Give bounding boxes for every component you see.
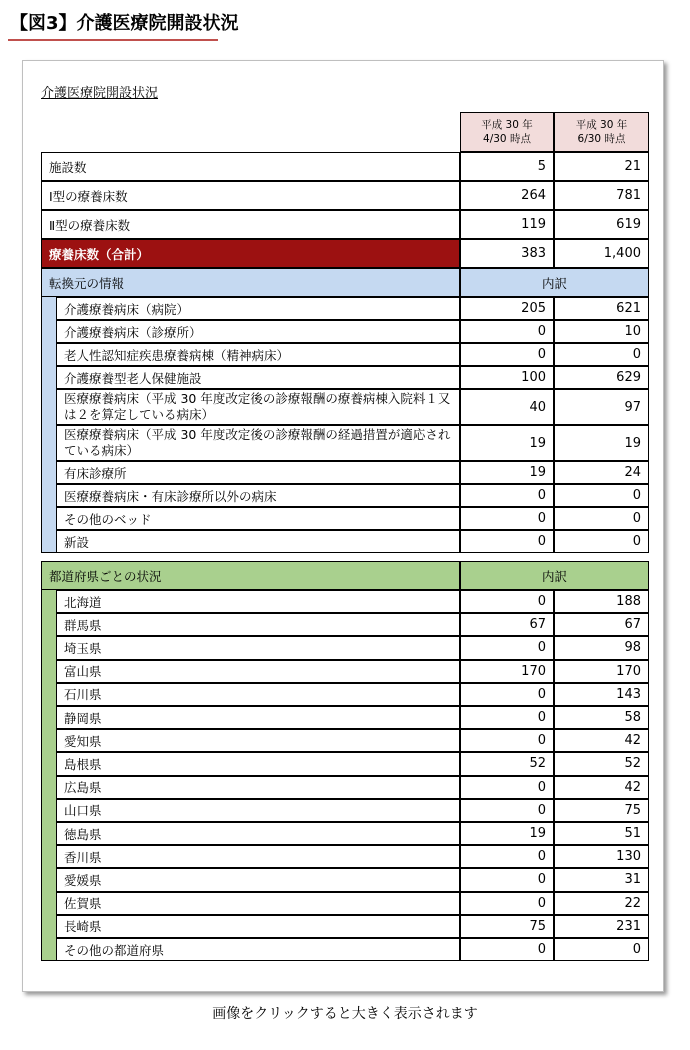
row-label [56,822,460,845]
row-value-text: 621 [616,301,641,316]
row-label [56,343,460,366]
row-label-text: 愛媛県 [64,872,102,888]
column-header [554,112,649,152]
row-label-text: その他の都道府県 [64,942,165,958]
row-label [56,530,460,553]
row-value [460,484,554,507]
row-value [554,892,649,915]
row-label-text: 島根県 [64,756,102,772]
summary-value [460,181,554,210]
row-value-text: 0 [537,640,546,656]
row-label-text: 徳島県 [64,826,102,842]
row-value [460,938,554,961]
row-value [460,590,554,613]
row-label-text: 医療療養病床（平成 30 年度改定後の診療報酬の療養病棟入院料１又は２を算定している病床） [64,391,451,422]
row-label-text: 北海道 [64,594,102,610]
row-value-text: 231 [616,918,641,934]
row-value-text: 0 [632,511,641,526]
summary-value-text: 383 [521,246,546,261]
row-label-text: 長崎県 [64,919,102,935]
row-value-text: 19 [529,826,546,842]
breakdown-header [460,561,649,590]
row-value-text: 0 [632,942,641,958]
row-value-text: 0 [537,686,546,702]
summary-value-text: 264 [521,188,546,203]
row-value [554,776,649,799]
row-label-text: 医療療養病床・有床診療所以外の病床 [64,488,277,504]
row-value [460,868,554,891]
summary-value [554,210,649,239]
row-value [554,660,649,683]
row-value [554,297,649,320]
row-value-text: 31 [624,872,641,888]
row-value [554,320,649,343]
row-value-text: 75 [624,802,641,818]
row-label-text: 香川県 [64,849,102,865]
row-value-text: 42 [624,733,641,749]
row-value [460,366,554,389]
row-label-text: 群馬県 [64,617,102,633]
row-value [460,613,554,636]
row-label [56,461,460,484]
summary-value-text: 119 [521,217,546,232]
row-value-text: 42 [624,779,641,795]
row-label [56,776,460,799]
row-value [460,660,554,683]
row-value-text: 75 [529,918,546,934]
row-value [460,752,554,775]
row-value-text: 0 [537,872,546,888]
row-value [554,729,649,752]
total-label [41,239,460,268]
row-value-text: 19 [529,435,546,451]
table-title: 介護医療院開設状況 [41,86,159,101]
row-value [460,729,554,752]
summary-value-text: 619 [616,217,641,232]
row-value [554,915,649,938]
row-value-text: 98 [624,640,641,656]
summary-value-text: 1,400 [603,246,641,261]
summary-label [41,210,460,239]
row-value-text: 52 [529,756,546,772]
row-value-text: 170 [521,663,546,679]
section-bottom-border [41,960,56,961]
row-value [460,799,554,822]
row-value [460,507,554,530]
row-label-text: 富山県 [64,664,102,680]
row-value [460,320,554,343]
row-value [460,822,554,845]
summary-value-text: 5 [537,159,546,174]
row-label-text: 介護療養病床（診療所） [64,324,202,340]
section-header [41,561,460,590]
summary-label-text: 施設数 [49,159,87,175]
summary-value [554,239,649,268]
row-value-text: 100 [521,370,546,385]
row-value-text: 0 [537,347,546,362]
row-value-text: 24 [624,465,641,480]
row-label [56,706,460,729]
row-label-text: 広島県 [64,780,102,796]
row-value [554,425,649,461]
section-bottom-border [41,552,56,553]
row-value-text: 97 [624,399,641,415]
row-value-text: 188 [616,594,641,610]
row-value [460,461,554,484]
row-value-text: 40 [529,399,546,415]
breakdown-header [460,268,649,297]
row-value-text: 0 [537,895,546,911]
summary-label-text: Ⅱ型の療養床数 [49,217,131,233]
row-label [56,425,460,461]
section-header-text: 都道府県ごとの状況 [49,568,162,584]
row-label [56,683,460,706]
row-value-text: 0 [537,324,546,339]
row-label [56,507,460,530]
row-label [56,484,460,507]
row-value [460,706,554,729]
row-value-text: 170 [616,663,641,679]
title-underline [8,39,218,41]
row-value-text: 0 [537,534,546,549]
row-value-text: 0 [537,488,546,503]
row-value-text: 22 [624,895,641,911]
row-label [56,389,460,425]
row-value-text: 58 [624,710,641,726]
row-label [56,660,460,683]
breakdown-header-text: 内訳 [541,275,567,291]
row-value [554,366,649,389]
row-value-text: 0 [537,942,546,958]
row-value-text: 52 [624,756,641,772]
row-value [460,389,554,425]
row-label-text: 埼玉県 [64,640,102,656]
summary-value [554,181,649,210]
summary-value-text: 781 [616,188,641,203]
row-label-text: 佐賀県 [64,896,102,912]
row-label-text: 老人性認知症疾患療養病棟（精神病床） [64,347,290,363]
column-header-text: 平成 30 年 6/30 時点 [575,119,628,145]
row-value [554,868,649,891]
row-value [554,389,649,425]
row-label-text: 静岡県 [64,710,102,726]
row-value [460,636,554,659]
row-value-text: 67 [529,617,546,633]
row-value-text: 0 [537,779,546,795]
row-value-text: 0 [632,347,641,362]
row-value-text: 19 [529,465,546,480]
row-value [554,706,649,729]
row-value [460,530,554,553]
row-label [56,799,460,822]
row-label [56,590,460,613]
row-value-text: 0 [537,849,546,865]
row-value [460,425,554,461]
row-value [554,343,649,366]
summary-value [460,210,554,239]
row-value [460,915,554,938]
row-value-text: 0 [537,594,546,610]
row-value-text: 19 [624,435,641,451]
row-value [554,530,649,553]
row-value-text: 205 [521,301,546,316]
summary-value [460,239,554,268]
row-label-text: 山口県 [64,803,102,819]
row-value [460,343,554,366]
row-label-text: 有床診療所 [64,465,127,481]
section-header-text: 転換元の情報 [49,275,125,291]
row-value-text: 143 [616,686,641,702]
row-label-text: 介護療養型老人保健施設 [64,370,202,386]
page-title: 【図3】介護医療院開設状況 [10,13,239,34]
row-value [554,484,649,507]
section-indent-bar [41,590,56,961]
row-label [56,868,460,891]
row-label [56,320,460,343]
row-value [554,590,649,613]
row-label [56,915,460,938]
summary-label [41,152,460,181]
row-value [554,683,649,706]
row-value [554,461,649,484]
row-value [554,752,649,775]
row-value-text: 130 [616,849,641,865]
row-value-text: 0 [537,802,546,818]
column-header [460,112,554,152]
summary-label [41,181,460,210]
row-value [554,613,649,636]
row-value-text: 67 [624,617,641,633]
enlarge-hint: 画像をクリックすると大きく表示されます [212,1006,478,1022]
section-indent-bar [41,297,56,553]
row-value [460,683,554,706]
row-value [554,822,649,845]
row-label-text: 医療療養病床（平成 30 年度改定後の診療報酬の経過措置が適応されている病床） [64,427,451,458]
summary-value [460,152,554,181]
section-header [41,268,460,297]
row-label [56,892,460,915]
row-label [56,729,460,752]
row-value-text: 0 [537,733,546,749]
row-label [56,366,460,389]
row-label [56,636,460,659]
row-value [554,938,649,961]
row-label [56,938,460,961]
row-value-text: 0 [537,710,546,726]
row-value-text: 0 [632,534,641,549]
row-value [460,845,554,868]
row-label-text: 愛知県 [64,733,102,749]
breakdown-header-text: 内訳 [541,568,567,584]
section-left-border [41,590,42,961]
section-left-border [41,297,42,553]
table-image-frame[interactable] [22,60,664,992]
summary-label-text: Ⅰ型の療養床数 [49,188,128,204]
row-label-text: 石川県 [64,687,102,703]
total-label-text: 療養床数（合計） [49,246,150,262]
row-value-text: 0 [537,511,546,526]
summary-value-text: 21 [624,159,641,174]
row-label-text: その他のベッド [64,511,152,527]
row-label [56,752,460,775]
row-label-text: 新設 [64,534,90,550]
row-value-text: 629 [616,370,641,385]
row-value [460,776,554,799]
row-value-text: 10 [624,324,641,339]
row-value [554,636,649,659]
row-value-text: 0 [632,488,641,503]
row-label [56,845,460,868]
row-value [554,845,649,868]
row-label [56,297,460,320]
summary-value [554,152,649,181]
row-value-text: 51 [624,826,641,842]
row-value [554,507,649,530]
row-label [56,613,460,636]
column-header-text: 平成 30 年 4/30 時点 [481,119,533,145]
row-value [554,799,649,822]
row-value [460,892,554,915]
row-value [460,297,554,320]
row-label-text: 介護療養病床（病院） [64,301,190,317]
